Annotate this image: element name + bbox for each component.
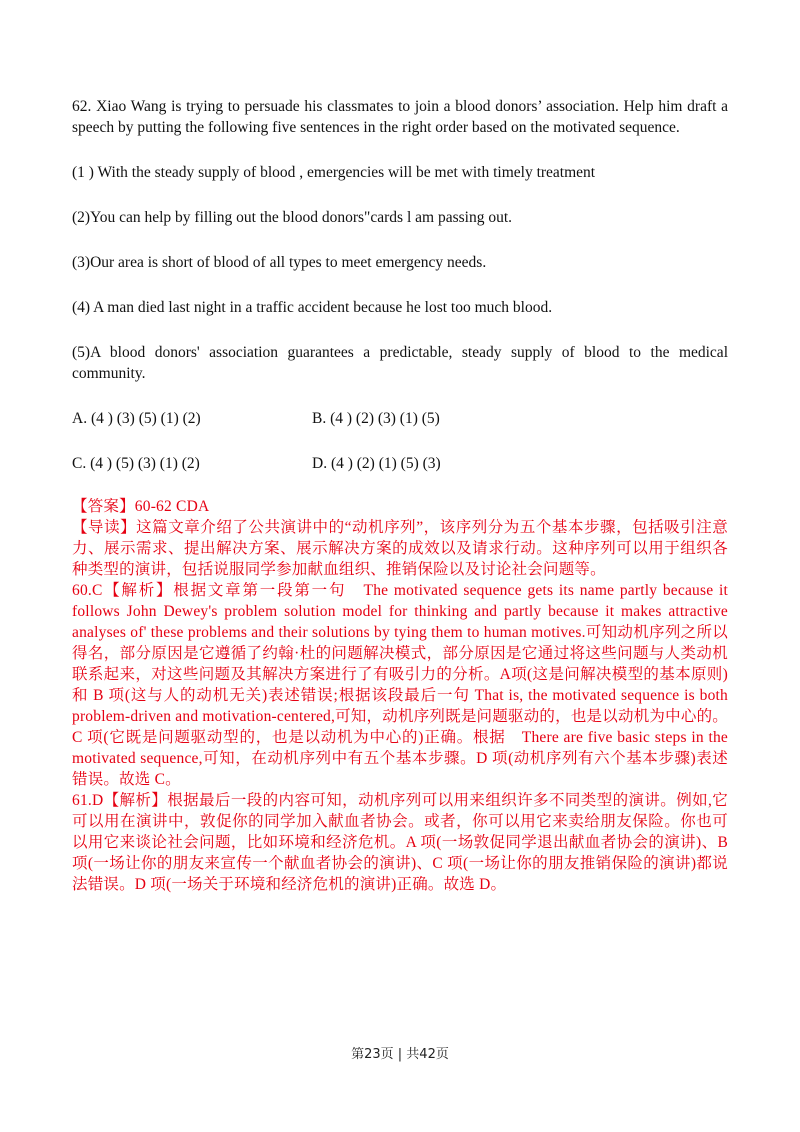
- document-page: [72, 96, 728, 895]
- guide-paragraph: 【导读】这篇文章介绍了公共演讲中的“动机序列”，该序列分为五个基本步骤，包括吸引注意力、展示需求、提出解决方案、展示解决方案的成效以及请求行动。这种序列可以用于组织各种类型的演讲，包括说服同学参加献血组织、推销保险以及讨论社会问题等。: [72, 519, 728, 578]
- option-b: B. (4 ) (2) (3) (1) (5): [312, 410, 440, 427]
- sentence-3: (3)Our area is short of blood of all types to meet emergency needs.: [72, 254, 487, 271]
- option-c: C. (4 ) (5) (3) (1) (2): [72, 455, 200, 472]
- analysis-60-paragraph: 60.C【解析】根据文章第一段第一句 The motivated sequence gets its name partly because it follows John Dewey's problem solution model for thinking and partly because it makes attractive analyses of' these problems and their solutions by tying them to human motives.可知动机序列之所以得名，部分原因是它遵循了约翰·杜的问题解决模式，部分原因是它通过将这些问题与人类动机联系起来，对这些问题及其解决方案进行了有吸引力的分析。A项(这是问解决模型的基本原则)和 B 项(这与人的动机无关)表述错误;根据该段最后一句 That is, the motivated sequence is both problem-driven and motivation-centered,可知，动机序列既是问题驱动的，也是以动机为中心的。C 项(它既是问题驱动型的，也是以动机为中心的)正确。根据 There are five basic steps in the motivated sequence,可知，在动机序列中有五个基本步骤。D 项(动机序列有六个基本步骤)表述错误。故选 C。: [72, 582, 728, 788]
- sentence-2: (2)You can help by filling out the blood donors"cards l am passing out.: [72, 209, 512, 226]
- question-stem: 62. Xiao Wang is trying to persuade his classmates to join a blood donors’ association. Help him draft a speech by putting the following five sentences in the right order based on the motivated sequence.: [72, 98, 728, 136]
- sentence-1: (1 ) With the steady supply of blood , emergencies will be met with timely treatment: [72, 164, 596, 181]
- option-d: D. (4 ) (2) (1) (5) (3): [312, 455, 441, 472]
- options-row-1: [72, 408, 728, 429]
- options-row-2: [72, 453, 728, 474]
- analysis-61-paragraph: 61.D【解析】根据最后一段的内容可知，动机序列可以用来组织许多不同类型的演讲。例如,它可以用在演讲中，敦促你的同学加入献血者协会。或者，你可以用它来卖给朋友保险。你也可以用它来谈论社会问题，比如环境和经济危机。A 项(一场敦促同学退出献血者协会的演讲)、B 项(一场让你的朋友来宣传一个献血者协会的演讲)、C 项(一场让你的朋友推销保险的演讲)都说法错误。D 项(一场关于环境和经济危机的演讲)正确。故选 D。: [72, 792, 728, 893]
- sentence-5: (5)A blood donors' association guarantees a predictable, steady supply of blood to the medical community.: [72, 344, 728, 382]
- option-a: A. (4 ) (3) (5) (1) (2): [72, 410, 201, 427]
- page-footer: 第23页 | 共42页: [351, 1047, 449, 1062]
- answer-line: 【答案】60-62 CDA: [72, 498, 210, 515]
- sentence-4: (4) A man died last night in a traffic accident because he lost too much blood.: [72, 299, 553, 316]
